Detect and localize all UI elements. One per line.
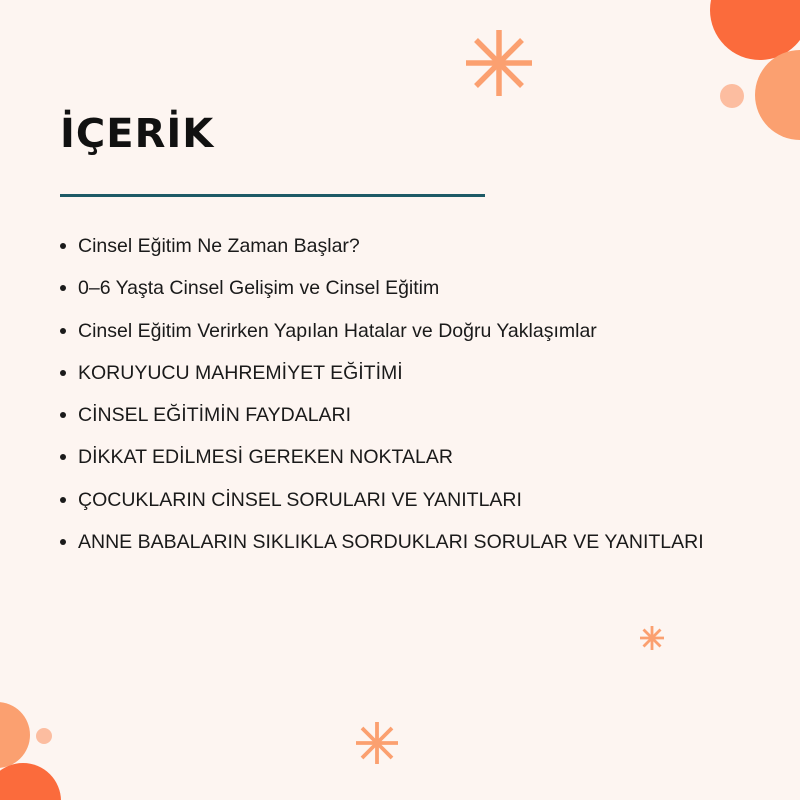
list-item: Cinsel Eğitim Verirken Yapılan Hatalar ve Doğru Yaklaşımlar: [60, 314, 704, 356]
title-divider: [60, 194, 485, 197]
asterisk-icon-bottom: [354, 720, 400, 766]
list-item: ÇOCUKLARIN CİNSEL SORULARI VE YANITLARI: [60, 483, 704, 525]
contents-list: [60, 229, 704, 567]
page-title: İÇERİK: [60, 111, 215, 157]
list-item: Cinsel Eğitim Ne Zaman Başlar?: [60, 229, 704, 271]
list-item: CİNSEL EĞİTİMİN FAYDALARI: [60, 398, 704, 440]
list-item: DİKKAT EDİLMESİ GEREKEN NOKTALAR: [60, 440, 704, 482]
asterisk-icon-small: [638, 624, 666, 652]
decor-circle-bottom-left-medium: [0, 702, 30, 768]
list-item: 0–6 Yaşta Cinsel Gelişim ve Cinsel Eğitim: [60, 271, 704, 313]
list-item: ANNE BABALARIN SIKLIKLA SORDUKLARI SORULAR VE YANITLARI: [60, 525, 704, 567]
decor-circle-top-right-medium: [755, 50, 800, 140]
decor-circle-top-right-small: [720, 84, 744, 108]
list-item: KORUYUCU MAHREMİYET EĞİTİMİ: [60, 356, 704, 398]
decor-circle-bottom-left-small: [36, 728, 52, 744]
asterisk-icon: [463, 27, 535, 99]
decor-circle-bottom-left-large: [0, 763, 61, 800]
